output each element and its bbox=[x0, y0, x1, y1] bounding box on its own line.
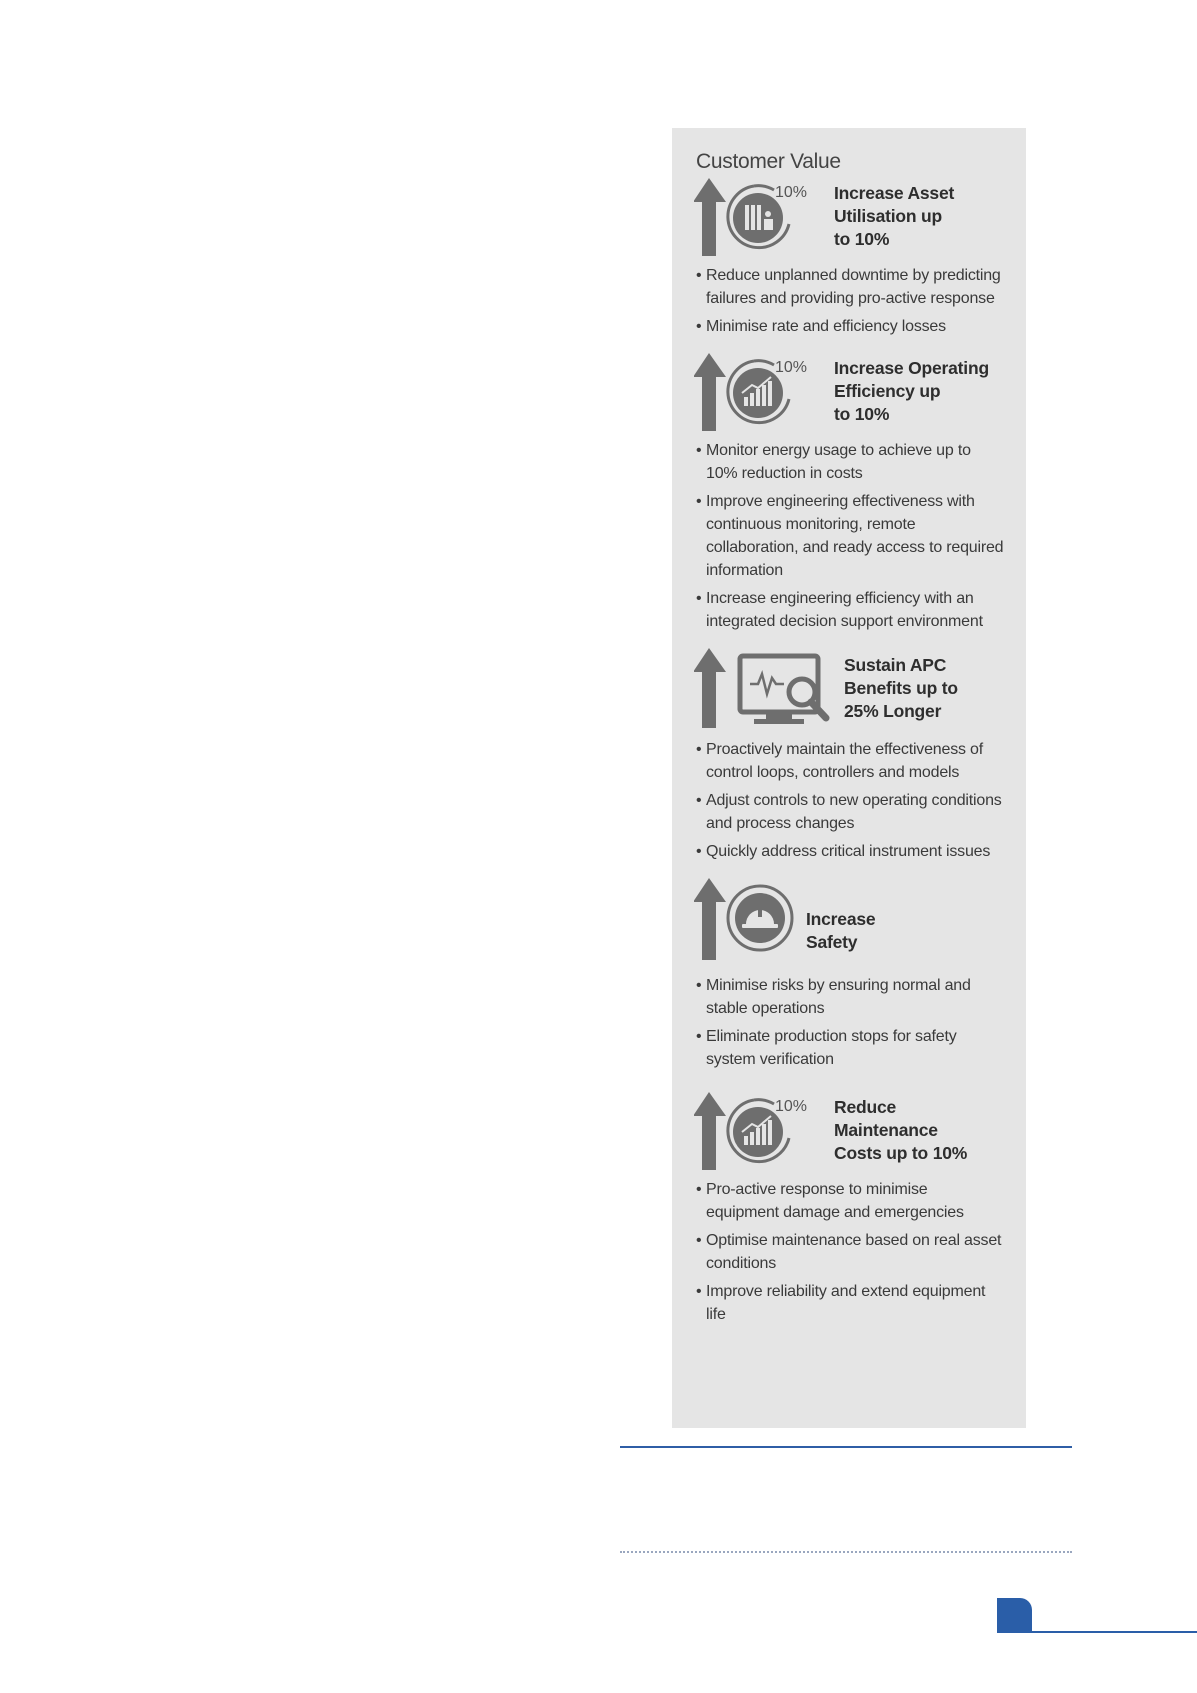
bullet-list bbox=[694, 974, 1004, 1071]
section-title bbox=[834, 357, 989, 426]
section-asset-utilisation bbox=[694, 178, 1004, 338]
bullet-item: • Pro-active response to minimise equipment damage and emergencies bbox=[694, 1178, 1004, 1224]
section-title bbox=[806, 908, 875, 954]
section-header bbox=[694, 178, 1004, 260]
blue-divider-rule bbox=[620, 1446, 1072, 1448]
section-header bbox=[694, 1092, 1004, 1174]
section-increase-safety bbox=[694, 878, 1004, 1071]
title-line: Increase Operating bbox=[834, 358, 989, 378]
section-header bbox=[694, 353, 1004, 435]
section-operating-efficiency bbox=[694, 353, 1004, 633]
bullet-list bbox=[694, 738, 1004, 863]
title-line: Sustain APC bbox=[844, 655, 947, 675]
title-line: Maintenance bbox=[834, 1120, 938, 1140]
title-line: to 10% bbox=[834, 229, 890, 249]
title-line: Benefits up to bbox=[844, 678, 958, 698]
customer-value-panel bbox=[672, 128, 1026, 1428]
section-sustain-apc bbox=[694, 648, 1004, 863]
bullet-item: • Improve reliability and extend equipment life bbox=[694, 1280, 1004, 1326]
section-title bbox=[834, 1096, 967, 1165]
page-number-tab bbox=[997, 1598, 1032, 1633]
bullet-item: • Reduce unplanned downtime by predicting failures and providing pro-active response bbox=[694, 264, 1004, 310]
bullet-item: • Proactively maintain the effectiveness of control loops, controllers and models bbox=[694, 738, 1004, 784]
percent-label: 10% bbox=[775, 184, 808, 201]
bullet-item: • Adjust controls to new operating conditions and process changes bbox=[694, 789, 1004, 835]
bullet-item: • Improve engineering effectiveness with continuous monitoring, remote collaboration, and ready access to required information bbox=[694, 490, 1004, 582]
bullet-list bbox=[694, 264, 1004, 338]
title-line: Increase bbox=[806, 909, 876, 929]
dotted-divider-rule bbox=[620, 1551, 1072, 1553]
title-line: Efficiency up bbox=[834, 381, 941, 401]
title-line: to 10% bbox=[834, 404, 890, 424]
bullet-list bbox=[694, 1178, 1004, 1326]
bullet-item: • Optimise maintenance based on real asset conditions bbox=[694, 1229, 1004, 1275]
footer-line bbox=[1032, 1631, 1197, 1633]
section-title bbox=[844, 654, 958, 723]
section-title bbox=[834, 182, 954, 251]
bullet-item: • Increase engineering efficiency with an integrated decision support environment bbox=[694, 587, 1004, 633]
bullet-item: • Quickly address critical instrument issues bbox=[694, 840, 1004, 863]
panel-title: Customer Value bbox=[696, 150, 841, 173]
section-header bbox=[694, 648, 1004, 734]
title-line: 25% Longer bbox=[844, 701, 942, 721]
section-reduce-maintenance bbox=[694, 1092, 1004, 1326]
bullet-list bbox=[694, 439, 1004, 633]
bullet-item: • Minimise rate and efficiency losses bbox=[694, 315, 1004, 338]
percent-label: 10% bbox=[775, 359, 808, 376]
title-line: Safety bbox=[806, 932, 858, 952]
monitor-magnifier-icon bbox=[694, 648, 844, 732]
title-line: Utilisation up bbox=[834, 206, 943, 226]
bullet-item: • Monitor energy usage to achieve up to 10% reduction in costs bbox=[694, 439, 1004, 485]
percent-label: 10% bbox=[775, 1098, 808, 1115]
section-header bbox=[694, 878, 1004, 970]
bullet-item: • Minimise risks by ensuring normal and stable operations bbox=[694, 974, 1004, 1020]
hard-hat-icon bbox=[694, 878, 804, 964]
title-line: Costs up to 10% bbox=[834, 1143, 968, 1163]
title-line: Reduce bbox=[834, 1097, 897, 1117]
title-line: Increase Asset bbox=[834, 183, 955, 203]
bullet-item: • Eliminate production stops for safety system verification bbox=[694, 1025, 1004, 1071]
